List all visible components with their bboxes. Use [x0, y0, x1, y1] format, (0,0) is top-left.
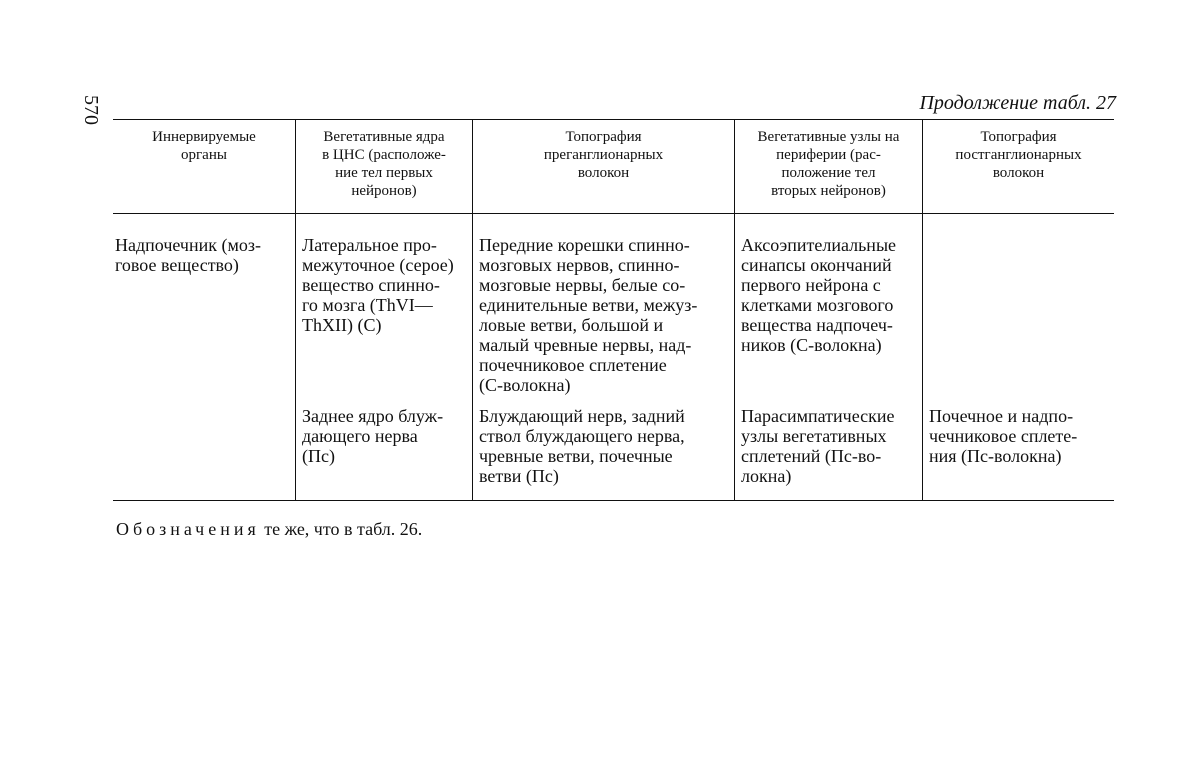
header-ganglia: Вегетативные узлы на периферии (рас- положение тел вторых нейронов) [757, 129, 900, 199]
header-organs: Иннервируемые органы [152, 129, 256, 163]
header-nuclei: Вегетативные ядра в ЦНС (расположе- ние тел первых нейронов) [322, 129, 446, 199]
table-continuation-label: Продолжение табл. 27 [919, 92, 1116, 114]
row-1-nuclei: Латеральное про- межуточное (серое) вещество спинно- го мозга (ThVI— ThXII) (С) [302, 235, 454, 335]
row-1-ganglia: Аксоэпителиальные синапсы окончаний первого нейрона с клетками мозгового вещества надпочеч- ников (С-волокна) [741, 235, 897, 355]
header-preganglionic: Топография преганглионарных волокон [543, 129, 664, 181]
page-number: 570 [80, 95, 102, 125]
row-2-postganglionic: Почечное и надпо- чечниковое сплете- ния (Пс-волокна) [929, 406, 1078, 466]
table-footnote [116, 518, 422, 540]
header-postganglionic: Топография постганглионарных волокон [955, 129, 1082, 181]
footnote-text: те же, что в табл. 26. [259, 519, 423, 539]
row-1-organ: Надпочечник (моз- говое вещество) [115, 235, 261, 275]
row-1-preganglionic: Передние корешки спинно- мозговых нервов, спинно- мозговые нервы, белые со- единительные ветви, межуз- ловые ветви, большой и малый чревные нервы, над- почечниковое сплетение (С-волокна) [479, 235, 698, 395]
footnote-label: Обозначения [116, 519, 260, 539]
row-2-preganglionic: Блуждающий нерв, задний ствол блуждающего нерва, чревные ветви, почечные ветви (Пс) [479, 406, 685, 486]
row-2-ganglia: Парасимпатические узлы вегетативных сплетений (Пс-во- локна) [741, 406, 895, 486]
innervation-table [113, 119, 1114, 501]
row-2-nuclei: Заднее ядро блуж- дающего нерва (Пс) [302, 406, 444, 466]
